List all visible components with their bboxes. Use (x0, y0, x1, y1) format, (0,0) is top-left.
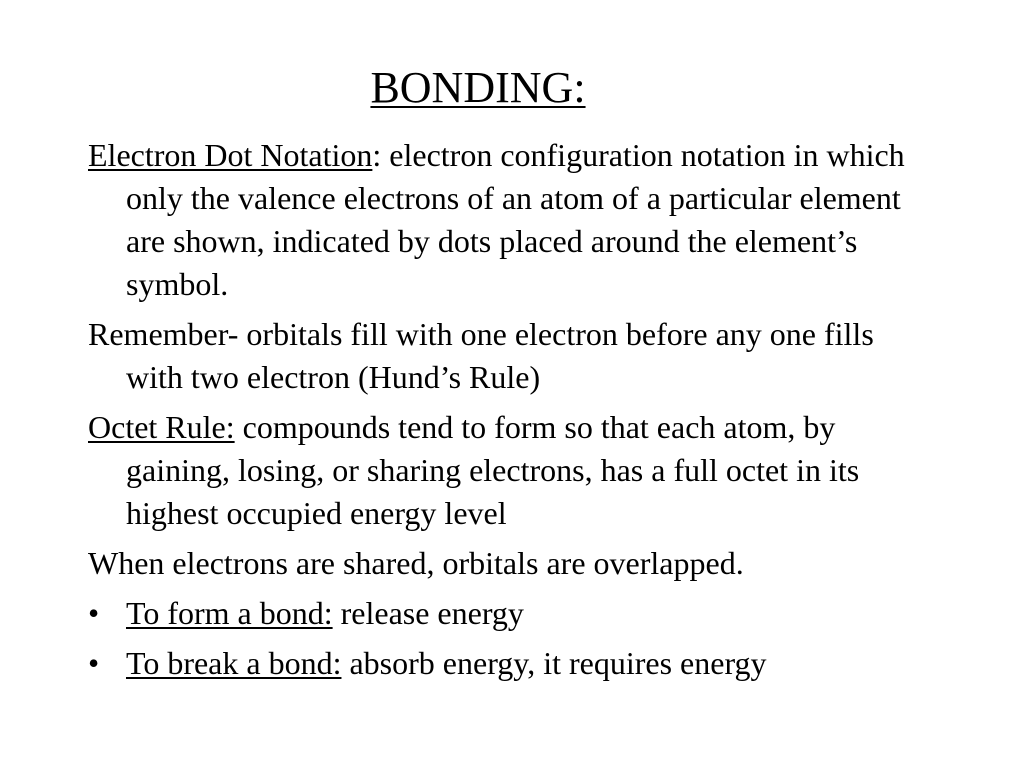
bullet-dot-icon: • (88, 645, 100, 681)
term-form-bond: To form a bond: (126, 595, 333, 631)
paragraph-hunds-rule (88, 313, 938, 399)
slide-body (88, 134, 938, 692)
bullet-dot-icon: • (88, 595, 100, 631)
paragraph-octet-rule (88, 406, 938, 535)
slide-title-text: BONDING: (370, 63, 586, 112)
paragraph-orbitals-overlapped (88, 542, 938, 585)
slide-title (0, 62, 956, 114)
bullet-form-bond (88, 592, 938, 635)
bullet-break-bond (88, 642, 938, 685)
term-octet-rule: Octet Rule: (88, 409, 235, 445)
term-electron-dot-notation: Electron Dot Notation (88, 137, 373, 173)
text-orbitals-overlapped: When electrons are shared, orbitals are overlapped. (88, 545, 744, 581)
paragraph-electron-dot-notation (88, 134, 938, 306)
text-break-bond: absorb energy, it requires energy (341, 645, 767, 681)
text-hunds-rule: Remember- orbitals fill with one electron before any one fills with two electron (Hund’s Rule) (88, 316, 874, 395)
definition-octet-rule: compounds tend to form so that each atom, by gaining, losing, or sharing electrons, has a full octet in its highest occupied energy level (126, 409, 860, 531)
term-break-bond: To break a bond: (126, 645, 342, 681)
definition-electron-dot-notation: : electron configuration notation in which only the valence electrons of an atom of a particular element are shown, indicated by dots placed around the element’s symbol. (126, 137, 905, 302)
text-form-bond: release energy (332, 595, 524, 631)
